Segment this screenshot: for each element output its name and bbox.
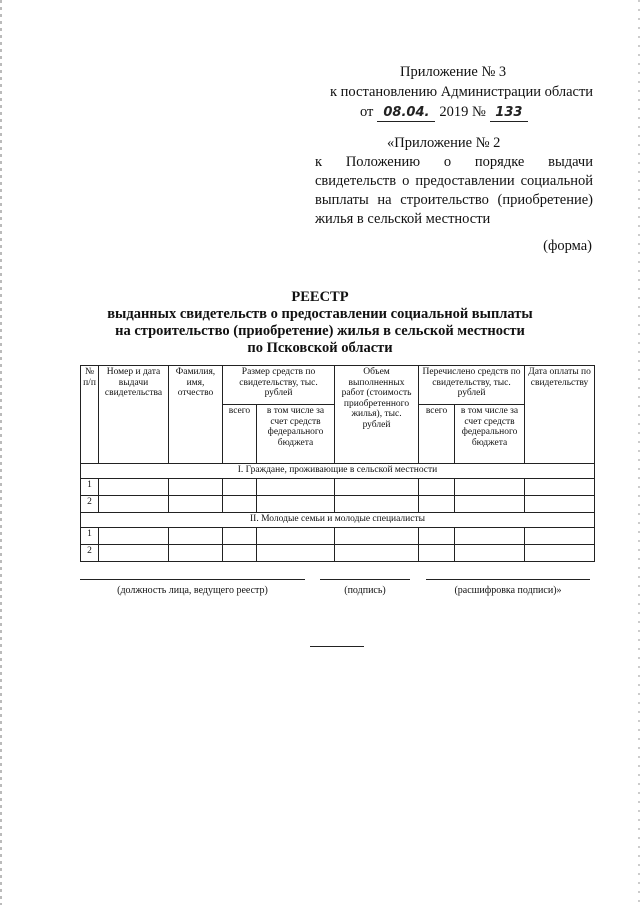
table-cell	[223, 496, 257, 513]
table-cell	[257, 528, 335, 545]
inner-appendix-line: жилья в сельской местности	[315, 211, 491, 227]
register-subtitle: на строительство (приобретение) жилья в сельской местности	[115, 323, 525, 339]
col-header-certificate: Номер и дата выдачи свидетельства	[99, 366, 169, 464]
table-cell	[223, 545, 257, 562]
table-cell	[169, 496, 223, 513]
register-heading	[40, 289, 600, 357]
table-row	[81, 479, 595, 496]
handwritten-date: 08.04.	[377, 105, 435, 122]
table-cell	[455, 479, 525, 496]
end-divider	[310, 646, 364, 647]
table-cell	[335, 479, 419, 496]
table-cell	[525, 496, 595, 513]
col-header-volume: Объем выполненных работ (стоимость приобретенного жилья), тыс. рублей	[335, 366, 419, 464]
section-rural-citizens: I. Граждане, проживающие в сельской местности	[81, 464, 595, 479]
register-title: РЕЕСТР	[291, 289, 349, 305]
table-cell	[525, 545, 595, 562]
appendix-date-line	[330, 102, 600, 122]
register-table	[80, 365, 595, 562]
signature-position-label: (должность лица, ведущего реестр)	[117, 585, 268, 596]
table-cell	[525, 479, 595, 496]
table-cell	[99, 528, 169, 545]
signature-label: (подпись)	[344, 585, 386, 596]
form-label: (форма)	[543, 238, 592, 254]
from-label: от	[360, 104, 374, 120]
table-cell	[335, 528, 419, 545]
subheader-federal: в том числе за счет средств федерального бюджета	[455, 405, 525, 464]
col-header-amount: Размер средств по свидетельству, тыс. рублей	[223, 366, 335, 405]
table-row	[81, 528, 595, 545]
inner-appendix-block	[315, 134, 593, 229]
year-label: 2019 №	[439, 104, 486, 120]
table-row	[81, 545, 595, 562]
table-cell	[419, 496, 455, 513]
signature-line	[426, 579, 590, 580]
scan-edge-left	[0, 0, 2, 905]
appendix-resolution: к постановлению Администрации области	[330, 84, 594, 100]
row-number: 2	[81, 545, 99, 562]
table-cell	[257, 496, 335, 513]
inner-appendix-line: к Положению о порядке выдачи	[315, 154, 593, 170]
table-cell	[419, 528, 455, 545]
table-cell	[419, 545, 455, 562]
appendix-title: Приложение № 3	[400, 64, 507, 80]
handwritten-number: 133	[490, 105, 528, 122]
row-number: 1	[81, 528, 99, 545]
table-cell	[169, 479, 223, 496]
table-cell	[99, 496, 169, 513]
table-cell	[525, 528, 595, 545]
signature-decoding-field	[426, 579, 590, 596]
table-cell	[257, 545, 335, 562]
subheader-total: всего	[419, 405, 455, 464]
table-cell	[99, 479, 169, 496]
table-cell	[223, 528, 257, 545]
table-cell	[223, 479, 257, 496]
table-cell	[169, 545, 223, 562]
inner-appendix-title: «Приложение № 2	[387, 135, 501, 151]
col-header-transferred: Перечислено средств по свидетельству, тыс. рублей	[419, 366, 525, 405]
subheader-total: всего	[223, 405, 257, 464]
col-header-name: Фамилия, имя, отчество	[169, 366, 223, 464]
signature-position-field	[80, 579, 305, 596]
row-number: 2	[81, 496, 99, 513]
appendix-block	[330, 62, 600, 122]
section-young-families: II. Молодые семьи и молодые специалисты	[81, 513, 595, 528]
signature-field	[320, 579, 410, 596]
table-cell	[455, 496, 525, 513]
table-cell	[419, 479, 455, 496]
table-cell	[455, 545, 525, 562]
table-cell	[257, 479, 335, 496]
signature-line	[80, 579, 305, 580]
subheader-federal: в том числе за счет средств федерального бюджета	[257, 405, 335, 464]
register-subtitle: по Псковской области	[247, 340, 393, 356]
table-cell	[99, 545, 169, 562]
table-row	[81, 496, 595, 513]
table-cell	[335, 545, 419, 562]
table-cell	[169, 528, 223, 545]
signature-line	[320, 579, 410, 580]
inner-appendix-line: выплаты на строительство (приобретение)	[315, 192, 593, 208]
col-header-payment-date: Дата оплаты по свидетельству	[525, 366, 595, 464]
row-number: 1	[81, 479, 99, 496]
table-cell	[335, 496, 419, 513]
signature-decoding-label: (расшифровка подписи)»	[454, 585, 562, 596]
table-cell	[455, 528, 525, 545]
inner-appendix-line: свидетельств о предоставлении социальной	[315, 173, 593, 189]
col-header-num: № п/п	[81, 366, 99, 464]
register-subtitle: выданных свидетельств о предоставлении социальной выплаты	[107, 306, 533, 322]
